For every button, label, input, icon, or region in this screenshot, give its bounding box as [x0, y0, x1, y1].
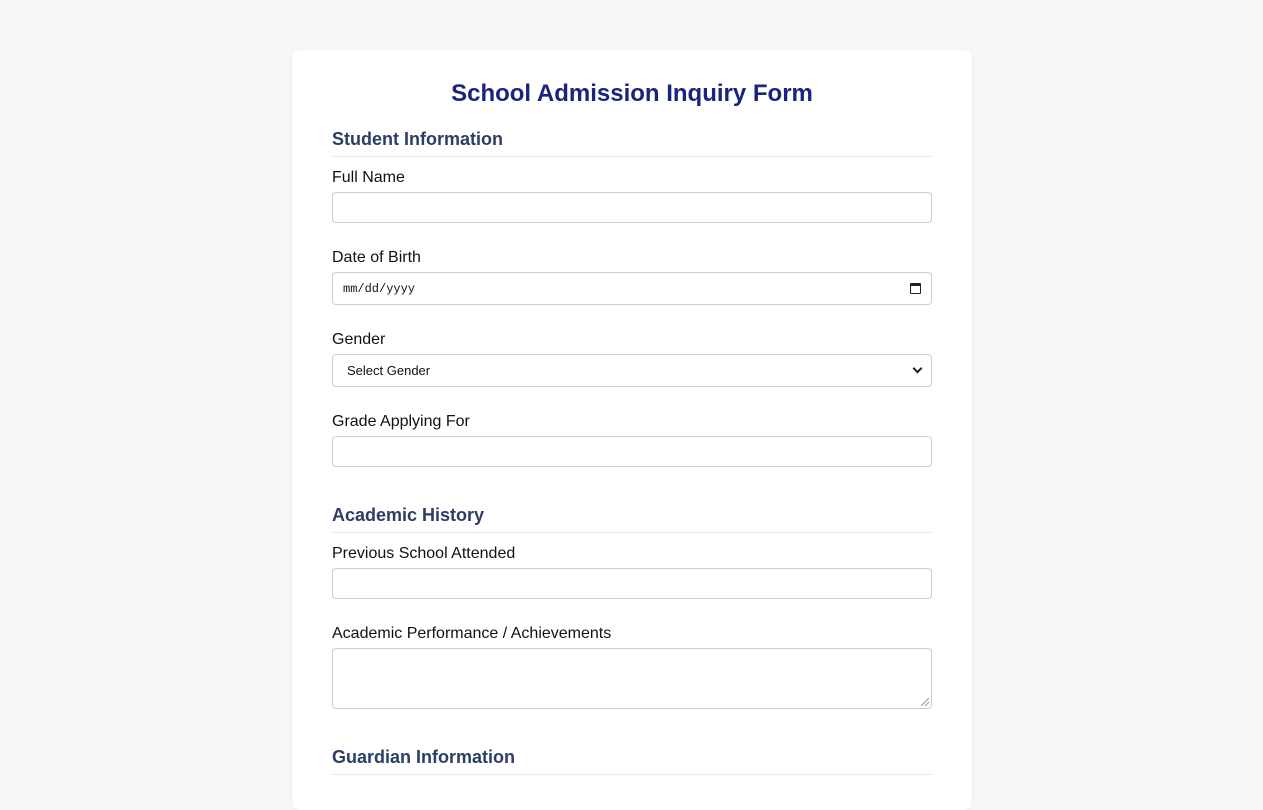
- gender-select[interactable]: [332, 354, 932, 387]
- grade-label: Grade Applying For: [332, 413, 470, 430]
- gender-selected: Select Gender: [347, 363, 431, 378]
- page-title: School Admission Inquiry Form: [451, 80, 813, 107]
- previous-school-label: Previous School Attended: [332, 545, 516, 562]
- grade-input[interactable]: [332, 436, 932, 467]
- gender-label: Gender: [332, 331, 386, 348]
- form-card: [292, 50, 972, 810]
- calendar-icon[interactable]: [910, 283, 921, 294]
- dob-label: Date of Birth: [332, 249, 421, 266]
- performance-label: Academic Performance / Achievements: [332, 625, 612, 642]
- section-student-information: Student Information: [332, 129, 932, 157]
- resize-handle-icon[interactable]: [921, 698, 929, 706]
- section-guardian-information: Guardian Information: [332, 747, 932, 775]
- performance-textarea[interactable]: [332, 648, 932, 709]
- dob-input[interactable]: [332, 272, 932, 305]
- section-academic-history: Academic History: [332, 505, 932, 533]
- dob-placeholder: mm/dd/yyyy: [343, 281, 416, 296]
- chevron-down-icon: [913, 364, 923, 374]
- previous-school-input[interactable]: [332, 568, 932, 599]
- full-name-label: Full Name: [332, 169, 405, 186]
- full-name-input[interactable]: [332, 192, 932, 223]
